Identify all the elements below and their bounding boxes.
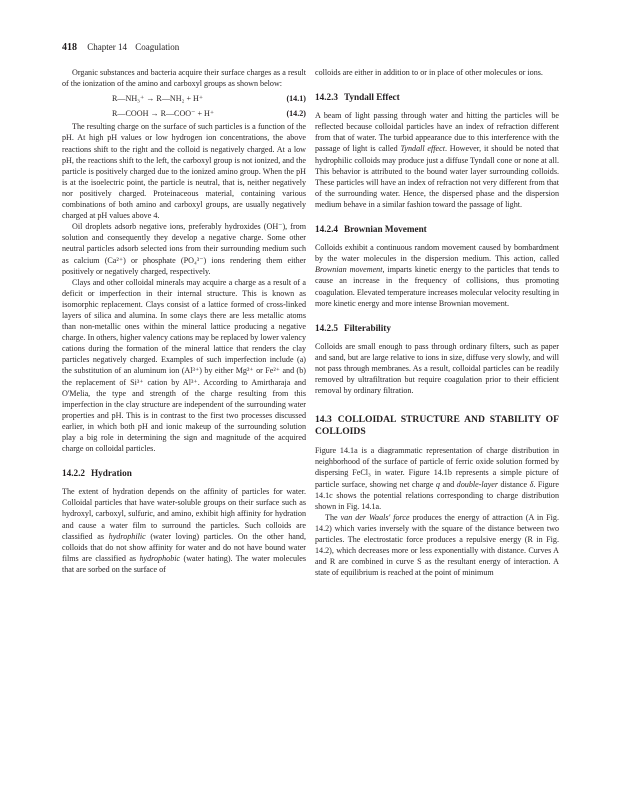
left-column bbox=[62, 67, 306, 575]
term: hydrophobic bbox=[139, 553, 181, 563]
term: double-layer bbox=[456, 479, 499, 489]
text-run: produces the energy of attraction (A in Fig. 14.2) which varies inversely with the square of the distance between two particles. The electrostatic force produces a repulsive energy (R in Fig. 14.2), which decreases more or less exponentially with distance. Curves A and R are combined in curve S as the resultant energy of interaction. A state of equilibrium is reached at the point of minimum bbox=[315, 512, 559, 578]
section-title: Filterability bbox=[343, 322, 391, 333]
section-title: Brownian Movement bbox=[343, 224, 427, 235]
term: Tyndall effect bbox=[400, 144, 445, 154]
paragraph: Clays and other colloidal minerals may acquire a charge as a result of a deficit or imperfection in their internal structure. This is known as isomorphic replacement. Clays consist of a lattice formed of cross-linked layers of silica and alumina. In some clays there are less metallic atoms than non-metallic ones within the mineral lattice producing a negative charge. In others, higher valency cations may be replaced by lower valency cations during the formation of the mineral lattice that renders the clay particles negatively charged. Examples of such imperfection include (a) the substitution of an aluminum ion (Al³⁺) by either Mg²⁺ or Fe²⁺ and (b) the replacement of Si³⁺ cation by Al³⁺. According to Amirtharaja and O'Melia, the type and strength of the charge resulting from this imperfection in the clay structure are independent of the surrounding water properties and pH. This is in contrast to the first two processes discussed earlier, in which both pH and ionic makeup of the surrounding solution play a big role in determining the sign and magnitude of the acquired charge on colloidal particles. bbox=[62, 277, 306, 454]
section-number: 14.2.2 bbox=[62, 468, 85, 479]
text-run: A beam of light passing through water and hitting the particles will be reflected because colloidal particles have an index of refraction different from that of water. The turbid appearance due to this interference with the passage of light is called bbox=[315, 111, 559, 154]
paragraph: colloids are either in addition to or in place of other molecules or ions. bbox=[315, 68, 543, 77]
section-title: COLLOIDAL STRUCTURE AND STABILITY OF COLLOIDS bbox=[315, 414, 559, 437]
paragraph bbox=[315, 445, 559, 512]
section-heading-brownian bbox=[315, 224, 559, 235]
paragraph: The resulting charge on the surface of such particles is a function of the pH. At high pH values or low hydrogen ion concentrations, the above reactions shift to the right and the colloid is negatively charged. At a low pH, the reactions shift to the left, the carboxyl group is not ionized, and the particle is positively charged due to the ionized amino group. When the pH is at the isoelectric point, the particle is neutral, that is, neither negatively nor positively charged. Proteinaceous material, containing various combinations of both amino and carboxyl groups, are usually negatively charged at pH values above 4. bbox=[62, 122, 306, 221]
equation-14-1 bbox=[62, 93, 306, 104]
paragraph bbox=[315, 512, 559, 579]
paragraph bbox=[315, 242, 559, 309]
paragraph bbox=[315, 110, 559, 210]
symbol: q bbox=[435, 479, 440, 489]
text-run: distance bbox=[498, 479, 530, 489]
paragraph bbox=[62, 486, 306, 575]
symbol: δ bbox=[529, 479, 534, 489]
equation-formula: R—NH₃⁺ → R—NH₂ + H⁺ bbox=[112, 94, 204, 104]
text-run: and bbox=[439, 479, 457, 489]
page-header bbox=[62, 42, 179, 53]
equation-formula: R—COOH → R—COO⁻ + H⁺ bbox=[112, 109, 215, 119]
text-run: The bbox=[325, 512, 341, 522]
text-run: (water hating). The water molecules that are sorbed on the surface of bbox=[62, 553, 306, 574]
chapter-label: Chapter 14 bbox=[87, 42, 127, 52]
paragraph: Oil droplets adsorb negative ions, preferably hydroxides (OH⁻), from solution and consequently they develop a negative charge. Some other neutral particles adsorb selected ions from their surrounding medium such as calcium (Ca²⁺) or phosphate (PO₄³⁻) ions rendering them either positively or negatively charged, respectively. bbox=[62, 222, 306, 276]
text-run: , imparts kinetic energy to the particles that tends to cause an increase in the frequency of collisions, thus promoting coagulation. Elevated temperature increases molecular velocity resulting in more kinetic energy and more intense Brownian movement. bbox=[315, 265, 559, 308]
text-run: . Figure 14.1c shows the potential relations corresponding to charge distribution shown in Fig. 14.1a. bbox=[315, 479, 559, 511]
paragraph: Organic substances and bacteria acquire their surface charges as a result of the ionization of the amino and carboxyl groups as shown below: bbox=[62, 68, 306, 89]
text-run: The extent of hydration depends on the affinity of particles for water. Colloidal particles that have water-soluble groups on their surface such as hydroxyl, carboxyl, sulfuric, and amino, exhibit high affinity for hydration and cause a water film to surround the particles. Such colloids are classified as bbox=[62, 487, 306, 541]
right-column bbox=[315, 67, 559, 578]
section-title: Hydration bbox=[90, 468, 132, 479]
term: hydrophilic bbox=[108, 531, 146, 541]
page-number: 418 bbox=[62, 42, 77, 53]
equation-number: (14.1) bbox=[286, 94, 306, 104]
section-number: 14.2.4 bbox=[315, 224, 338, 235]
section-heading-filterability bbox=[315, 323, 559, 334]
paragraph: Colloids are small enough to pass through ordinary filters, such as paper and sand, but are large relative to ions in size, diffuse very slowly, and will not pass through membranes. As a result, colloidal particles can be readily removed by ultrafiltration but require coagulation prior to their efficient removal by ordinary filtration. bbox=[315, 341, 559, 396]
section-title: Tyndall Effect bbox=[343, 92, 400, 103]
section-number: 14.2.3 bbox=[315, 92, 338, 103]
text-run: . However, it should be noted that hydrophilic colloids may produce just a diffuse Tyndall cone or none at all. This behavior is attributed to the bound water layer surrounding colloids. These particles will have an index of refraction not very different from that of the surrounding water. Hence, the dispersed phase and the dispersion medium behave in a similar fashion toward the passage of light. bbox=[315, 144, 559, 209]
section-number: 14.3 bbox=[315, 414, 332, 426]
section-label: Coagulation bbox=[135, 42, 180, 52]
equation-number: (14.2) bbox=[286, 109, 306, 119]
term: van der Waals' force bbox=[340, 512, 410, 522]
term: Brownian movement bbox=[315, 265, 383, 275]
text-run: Colloids exhibit a continuous random movement caused by bombardment by the water molecules in the dispersion medium. This action, called bbox=[315, 243, 559, 264]
text-run: (water loving) particles. On the other hand, colloids that do not show affinity for water and do not have bound water films are classified as bbox=[62, 531, 306, 563]
section-heading-tyndall bbox=[315, 92, 559, 103]
section-number: 14.2.5 bbox=[315, 322, 338, 333]
text-run: Figure 14.1a is a diagrammatic representation of charge distribution in neighborhood of the surface of particle of ferric oxide solution formed by dispersing FeCl₃ in water. Figure 14.1b represents a simple picture of particle surface, showing net charge bbox=[315, 446, 559, 489]
section-heading-colloidal-structure bbox=[315, 414, 559, 437]
equation-14-2 bbox=[62, 108, 306, 119]
section-heading-hydration bbox=[62, 468, 306, 479]
